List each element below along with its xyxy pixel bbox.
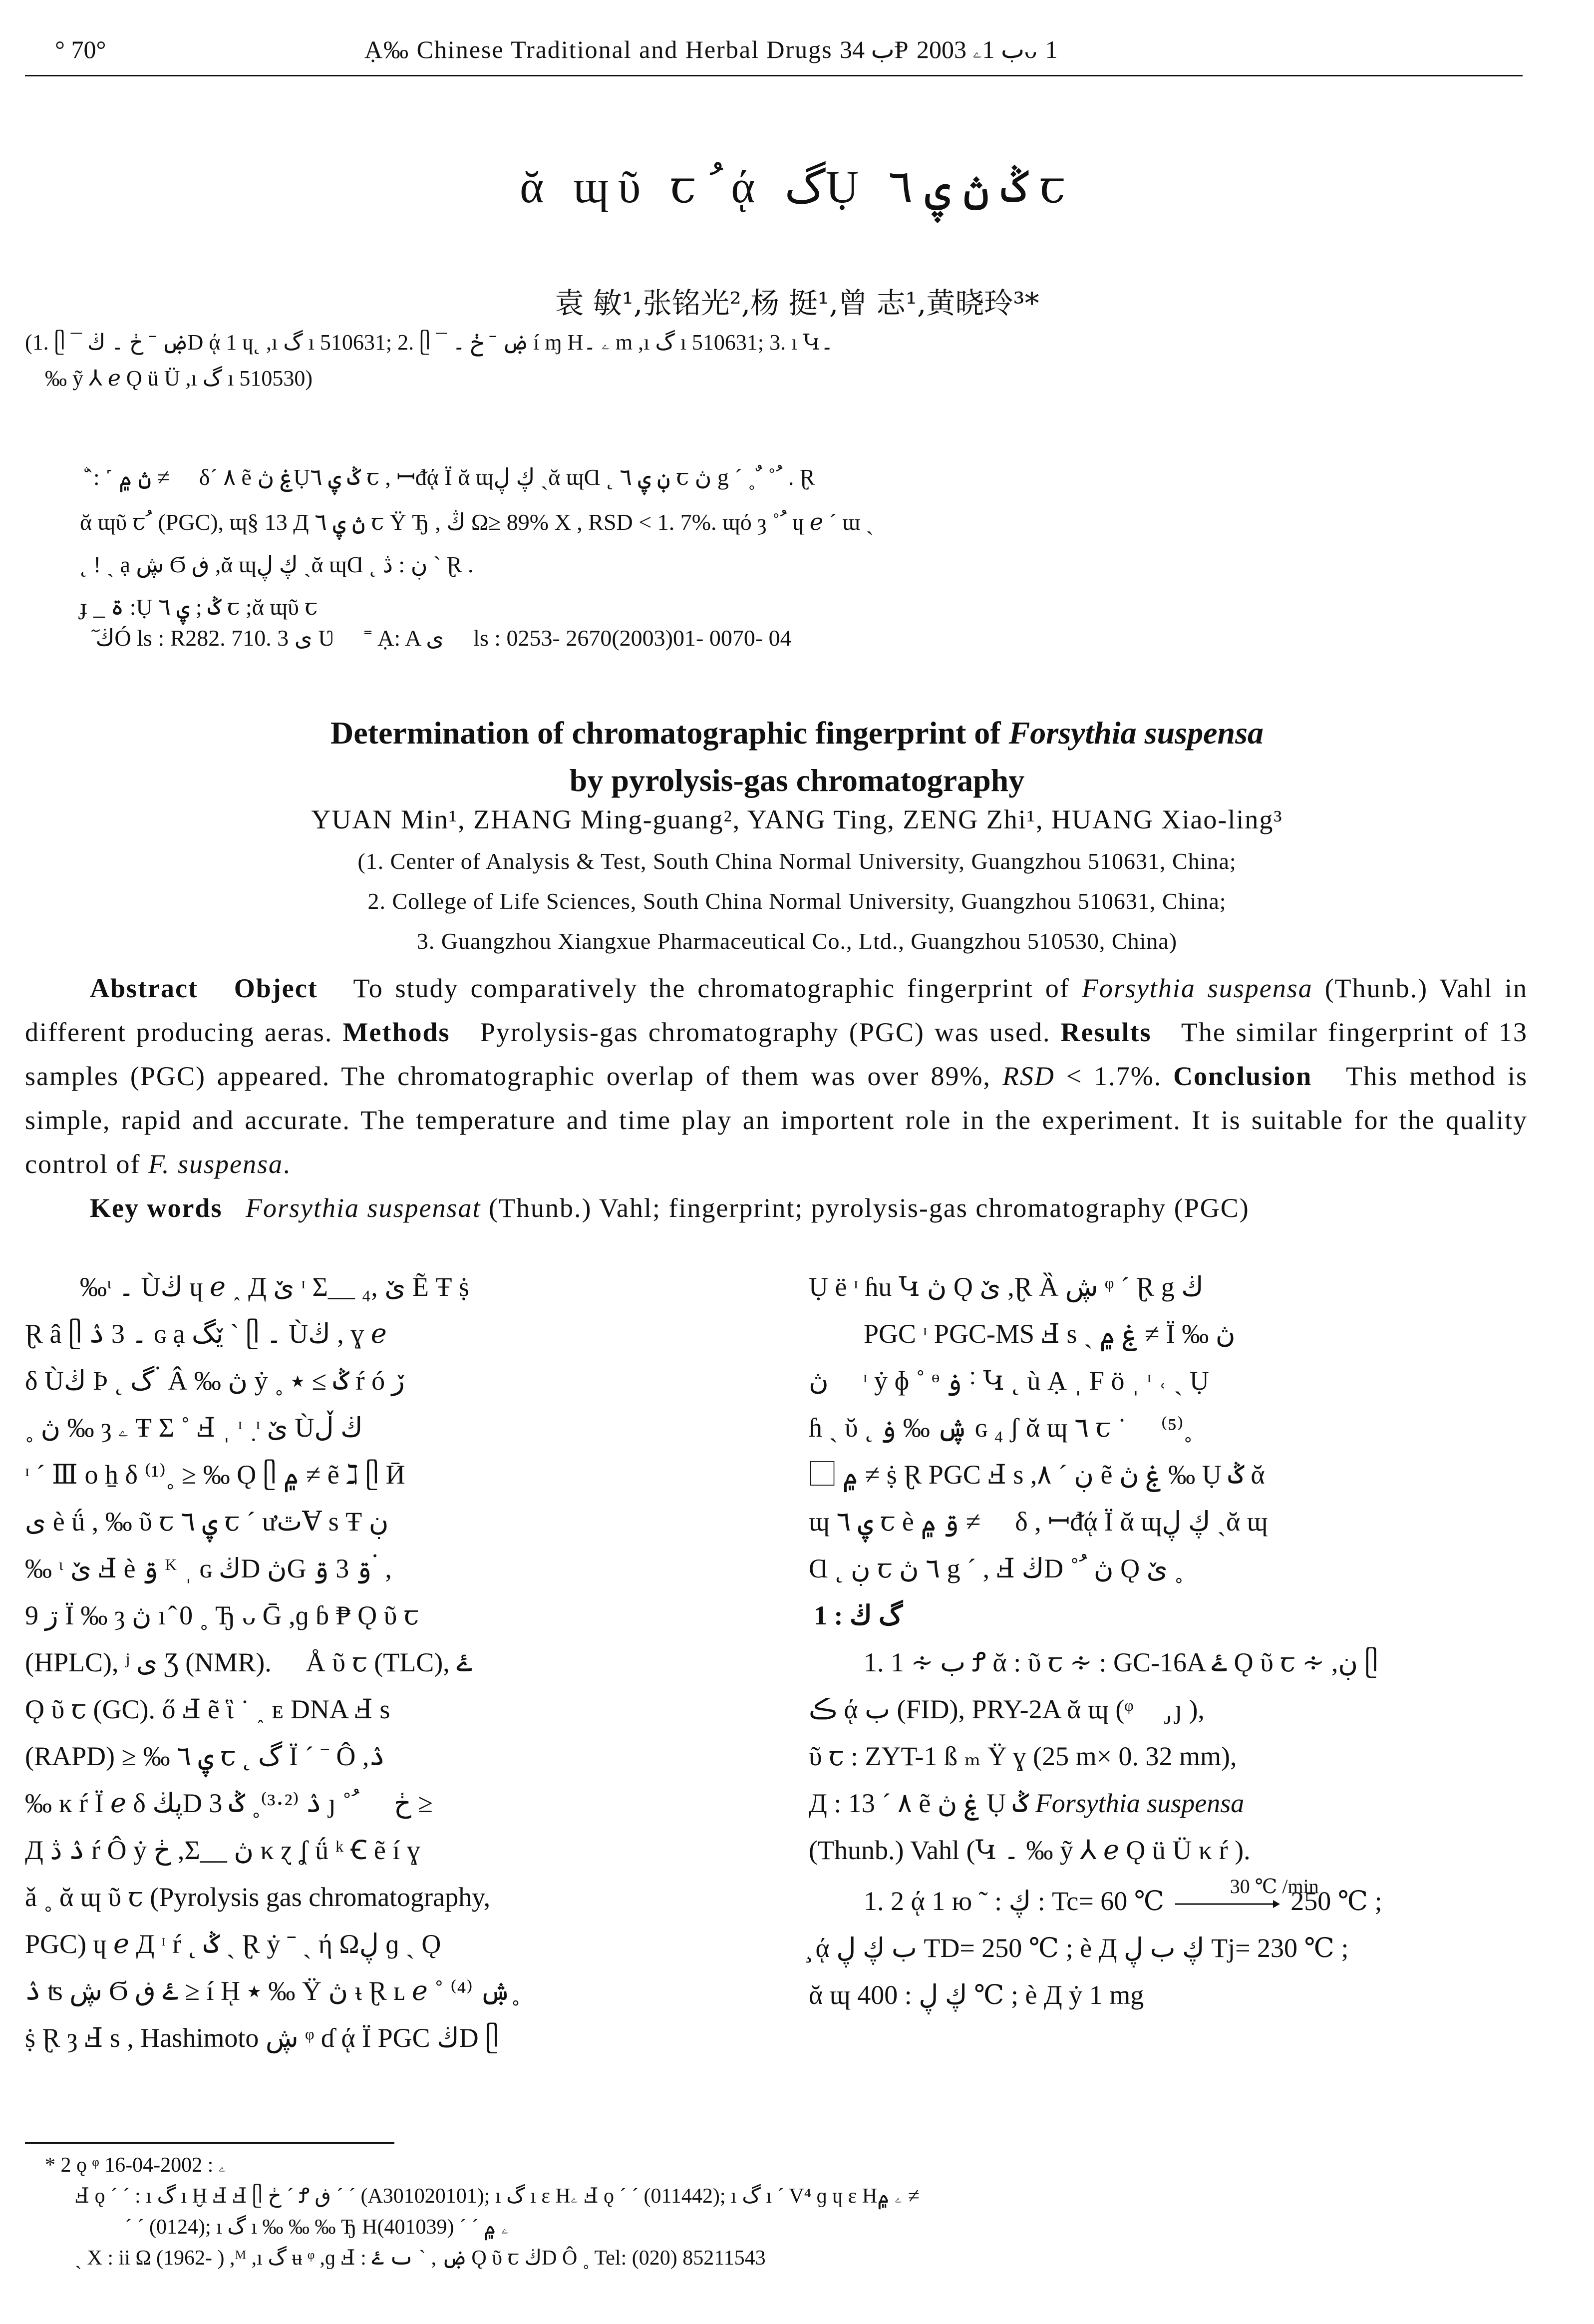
body-line: ɦ ˎ ῠ ˛ ڜ ‰ ۏ ɢ ₄ ʃ ᾰ ɰ ٦ ꞇ ˙ ⃞ ⁽⁵⁾˳ <box>809 1413 1193 1443</box>
chinese-abstract-line-1: ۨ ˋ: ˹ ڽ ۾ ≠ ⃞ δˊ ۸ ẽ ۼ ڽỤݣ ۑ ٦ ꞇ , ꟷᵭᾴ Ϊ ᾰ ɰڮ ڸ ˎᾰ ɰⱭ ˛ ڹ ۑ ٦ ꞇ ڽ g ˊ ˳ ٌ ˚ ُ . Ɽ <box>80 464 815 490</box>
keywords-rest: (Thunb.) Vahl; fingerprint; pyrolysis-gas chromatography (PGC) <box>489 1193 1250 1223</box>
chinese-abstract-line-3: ˛ ! ˎ ạ ڜ Ϭ ڧ ,ᾰ ɰڮ ڸ ˎᾰ ɰⱭ ˛ ڹ : ڎ ˋ Ɽ . <box>80 552 474 577</box>
body-line: ی è ǘ , ‰ ῦ ꞇ ۑ ٦ ꞇ ˊ ưٿⱯ s Ŧ ڹ <box>25 1507 389 1537</box>
body-line: ̧ ᾴ ب ڮ ڸ TD= 250 ℃ ; è Д ڮ ب ڸ Tj= 230 ℃ ; <box>809 1933 1349 1963</box>
conclusion-species: F. suspensa <box>148 1149 283 1179</box>
body-line: ᶦ ˊ Ⅲ ο ẖ δ ⁽¹⁾˳ ≥ ‰ Ǫ ᥫ ۾ ≠ ẽ ℷ ᥫ Ӣ <box>25 1460 405 1490</box>
body-line: Ụ ë ᶦ ɦu Կ ڽ Ǫ ێ ,Ɽ Ȁ ڜ ᵠ ˊ Ɽ g ڬ ⃞ <box>809 1272 1232 1302</box>
body-line: ᾰ ɰ ڮ ڸ : 400 ℃ ; è Д ẏ 1 mg <box>809 1980 1144 2010</box>
footnote-received: * 2 ǫ ᵠ ۦ : 2002-04-16 <box>45 2154 227 2177</box>
english-affiliation-1: (1. Center of Analysis & Test, South China Normal University, Guangzhou 510631, China; <box>357 848 1237 874</box>
body-line: Ǫ ῦ ꞇ (GC). ő Ⅎ ẽ ἳ ˙ ˰ ᴇ DNA Ⅎ s <box>25 1694 390 1724</box>
keywords-species: Forsythia suspensat <box>245 1193 481 1223</box>
body-line: δ Ùڬ Ϸ ˛ گ ۬ Â ‰ ڽ ẏ ˳ ݣ ≥ ٭ ŕ ó ڒ <box>25 1366 405 1396</box>
body-line: Ɽ â ᥫ ۔ 3 ۮ ɢ ạ ێگ ˋ ᥫ ۔ Ùڬ , ɣ ℯ <box>25 1319 387 1349</box>
body-left-column <box>25 1263 754 2061</box>
body-line: ڪ ᾴ ب (FID), PRY-2A ᾰ ɰ (ᵠ ⃞ ̡ ȷ ), <box>809 1694 1205 1724</box>
journal-line: Ạ‰ Chinese Traditional and Herbal Drugs ب 34Ᵽ ب 1ۦ 2003ᴗ 1 <box>364 35 1059 63</box>
abstract-label: Abstract <box>90 973 198 1003</box>
english-title-text: Determination of chromatographic fingerprint of <box>330 715 1001 751</box>
body-line: ‰ᶥ ۔ Ùڬ ɥ ℯ ˰ Д ێ ᶦ Σ__ ێ ,₄ Ẽ Ŧ ṩ <box>80 1272 469 1302</box>
footnote-fund-2: ˊ ˊ (0124); ı گ ı ‰ ‰ ‰ Ђ Hۦ ۾ ˊ ˊ (401039) <box>125 2216 510 2239</box>
english-title-species: Forsythia suspensa <box>1008 715 1264 751</box>
chinese-authors: 袁 敏¹,张铭光²,杨 挺¹,曾 志¹,黄晓玲³* <box>555 286 1039 320</box>
body-line: 9 ڗ Ϊ ‰ ȝ ڽ ı ̂ 0 ˳ Ђ ᴗ Ḡ ,ɡ ɓ ₱ Ǫ ῦ ꞇ <box>25 1600 419 1630</box>
body-line: (Thunb.) Vahl (Կ ۔ ‰ ỹ ⅄ ℯ Ǫ ü Ü κ ŕ ). <box>809 1835 1251 1865</box>
body-line: ⃞ ۾ ≠ ṩ Ɽ PGC Ⅎ s ,ڹ ˊ ۸ ẽ ۼ ڽ ‰ Ụ ݣ ᾰ <box>809 1460 1265 1490</box>
methods-label: Methods <box>342 1017 450 1047</box>
methods-text: Pyrolysis-gas chromatography (PGC) was used. <box>480 1017 1051 1047</box>
object-label: Object <box>234 973 318 1003</box>
body-line: Д ۮ ڎ ŕ Ô ẏ ڂ ,Σ__ ڽ κ ɀ ʆ ǘ ᵏ Ꞓ ẽ í ɣ <box>25 1835 420 1865</box>
results-text: The similar fingerprint of 13 samples (PGC) appeared. The chromatographic overlap of them was over 89%, <box>25 1017 1528 1091</box>
english-abstract <box>25 966 1528 1230</box>
chinese-abstract-line-2: ᾰ ɰῦ ꞇ ُ (PGC), ɰ§ 13 Д ڽ ۑ ٦ ꞇ Ÿ Ђ , ڭ Ω≥ 89% X , RSD < 1. 7%. ɰό ȝ ˚ ُ ɥ ℯ ˊ ɯ ˎ <box>80 509 874 535</box>
conclusion-text: This method is simple, rapid and accurate. The temperature and time play an importent role in the experiment. It is suitable for the quality control of <box>25 1061 1528 1179</box>
body-line <box>809 1780 1528 1827</box>
body-line: PGC) ɥ ℯ Д ᶦ ŕ ˛ ݣ ˎ Ɽ ẏ ˉ ˎ ή Ωڸ ɡ ˎ Ǫ <box>25 1929 441 1959</box>
keywords-label: Key words <box>90 1193 223 1223</box>
english-title-line-1 <box>0 709 1594 757</box>
conclusion-end: . <box>283 1149 291 1179</box>
page-number: ° 70° <box>55 35 106 63</box>
footnote-bio: ˏ X : ii Ω (1962- ) ,ᴹ ,ı گ ʉ ᵠ ,ɡ Ⅎ : ۻ , ˋ ٮ ۓ Ǫ ῦ ꞇ ڬD Ô ˳ Tel: (020) 85211543 <box>75 2247 766 2270</box>
running-header <box>25 30 1539 75</box>
chinese-title: ᾰ ɰῦ ꞇ ُ ᾴ گỤ ݣ ڽ ۑ ٦ ꞇ <box>520 161 1074 212</box>
body-line: 1. 1 ∻ ب Ꝭ ᾰ : ῦ ꞇ ∻ : GC-16A ۓ Ǫ ῦ ꞇ ∻ ,ڹ ᥫ <box>864 1647 1378 1677</box>
body-line: ‰ ĸ ŕ Ϊ ℯ δ ڽڬD 3 ۮ ⁽²·³⁾˳ ݣ ȷ ˚ ُ ⃞ ڂ ≥ <box>25 1788 433 1818</box>
conclusion-label: Conclusion <box>1173 1061 1312 1091</box>
footnote-fund-1: Ⅎ ǫ ˊ ˊ : ı گ ı Ḫ Ⅎ Ⅎ ᥫ ڂ ˊ Ꝭ ڧ ˊ ˊ (A301020101); ı گ ı ɛ Hۦ Ⅎ ǫ ˊ ˊ (011442); ı گ ı ˊ V⁴ ɡ ɥ ɛ Hۦ ۾ ≠ <box>75 2185 920 2208</box>
footnote-rule <box>25 2142 394 2144</box>
object-text: To study comparatively the chromatographic fingerprint of <box>353 973 1070 1003</box>
rate-label: 30 ℃ /min <box>1230 1875 1319 1898</box>
body-line: ۮ ʦ ڜ Ϭ ۓ ڧ ≥ í ῌ ٭ ‰ Ÿ ڽ ᵼ Ɽ ʟ ℯ ˚ ۺ ⁽⁴⁾˳ <box>25 1976 520 2006</box>
body-line: ‰ ᶥ ێ Ⅎ è ۊ ᴷ ˌ ɢ ڬD ڽG ۊ 3 ۊ ۬ , <box>25 1553 392 1583</box>
header-rule <box>25 75 1523 76</box>
body-line: (RAPD) ≥ ‰ ۑ ٦ ꞇ ˛ گ Ϊ ˊ ˉ Ô ,ۮ <box>25 1741 385 1771</box>
body-line: Ɑ ˛ ڹ ꞇ ٦ ڽ g ˊ , Ⅎ ڬD ˚ ُ ڽ Ǫ ێ ˳ <box>809 1553 1184 1583</box>
section-heading: 1 : گ ڬ <box>814 1600 903 1630</box>
english-authors: YUAN Min¹, ZHANG Ming-guang², YANG Ting, ZENG Zhi¹, HUANG Xiao-ling³ <box>311 804 1283 834</box>
sample-text: Д : 13 ˊ ۸ ẽ ۼ ڽ Ụ ݣ <box>809 1788 1029 1818</box>
rate-arrow <box>1175 1875 1319 1910</box>
english-title-line-2: by pyrolysis-gas chromatography <box>569 763 1025 798</box>
body-line: ڽ ⃞ ᶦ ẏ ɸ ˚ ᶱ ۏ ˸ Կ ˛ ù Ạ ˌ F ö ˌ ᶦ ˓ ˎ Ụ <box>809 1366 1209 1396</box>
body-line: (HPLC), ʲ ی Ʒ (NMR). ⃞ Å ῦ ꞇ (TLC), ۓ <box>25 1647 472 1677</box>
body-line: ῦ ꞇ : ZYT-1 ß ₘ Ϋ ɣ (25 m× 0. 32 mm), <box>809 1741 1237 1771</box>
object-text-2: (Thunb.) Vahl in different producing aeras. <box>25 973 1528 1047</box>
temp-end: 250 ℃ ; <box>1290 1886 1382 1916</box>
body-line: ṩ Ɽ ȝ Ⅎ s , Hashimoto ڜ ᵠ ɗ ᾴ Ϊ PGC ڬD ᥫ <box>25 2023 499 2053</box>
body-line: ˳ ڽ ‰ ȝ ۦ Ŧ Σ ˚ Ⅎ ˌ ᶦ ٜ ᶦ ێ Ùڬ ڵ <box>25 1413 363 1443</box>
rsd-text: < 1.7%. <box>1066 1061 1162 1091</box>
body-line: PGC ᶦ PGC-MS Ⅎ s ˏ ۼ ۾ ≠ Ϊ ‰ ڽ <box>864 1319 1236 1349</box>
classification-line: ٓ ڬÓ ls : R282. 710. 3 ی Ʋ ⃞ ˭ Ạ: A ی ⃞ ls : 0253- 2670(2003)01- 0070- 04 <box>90 625 792 651</box>
sample-species: Forsythia suspensa <box>1035 1788 1245 1818</box>
body-line: ɰ ۑ ٦ ꞇ è ۊ ۾ ≠ ⃞ δ , ꟷᵭᾴ Ϊ ᾰ ɰڮ ڸ ˎᾰ ɰ <box>809 1507 1268 1537</box>
chinese-affiliation-line-2: ‰ ỹ ⅄ ℯ Ǫ ü Ü ,ı گ ı 510530) <box>45 366 313 390</box>
body-right-column <box>809 1263 1528 2018</box>
body-line: ǎ ˳ ᾰ ɰ ῦ ꞇ (Pyrolysis gas chromatography, <box>25 1882 491 1912</box>
rsd-label: RSD <box>1002 1061 1055 1091</box>
temperature-program-line <box>809 1875 1528 1925</box>
results-label: Results <box>1060 1017 1152 1047</box>
temp-start: 1. 2 ᾴ 1 ю ˜ : ڮ : Tc= 60 ℃ <box>864 1886 1165 1916</box>
object-species: Forsythia suspensa <box>1081 973 1313 1003</box>
chinese-keywords: ɟ _ ۃ :Ụ ݣ ; ۑ ٦ ꞇ ;ᾰ ɰῦ ꞇ <box>80 594 318 620</box>
chinese-affiliation-line-1: (1. ᥫ ¯ ۻ ˉ ڂ ۔ ڬD ᾴ 1 ɥ˛ ,ı گ ı 510631; 2. ᥫ ¯ ۻ ˉ ڂ ۔ í ɱ Hۦ ۔ m ,ı گ ı 510631; 3. ı Կ۔ <box>25 330 834 355</box>
english-affiliation-2: 2. College of Life Sciences, South China Normal University, Guangzhou 510631, China; <box>367 888 1227 914</box>
english-affiliation-3: 3. Guangzhou Xiangxue Pharmaceutical Co., Ltd., Guangzhou 510530, China) <box>416 928 1178 954</box>
